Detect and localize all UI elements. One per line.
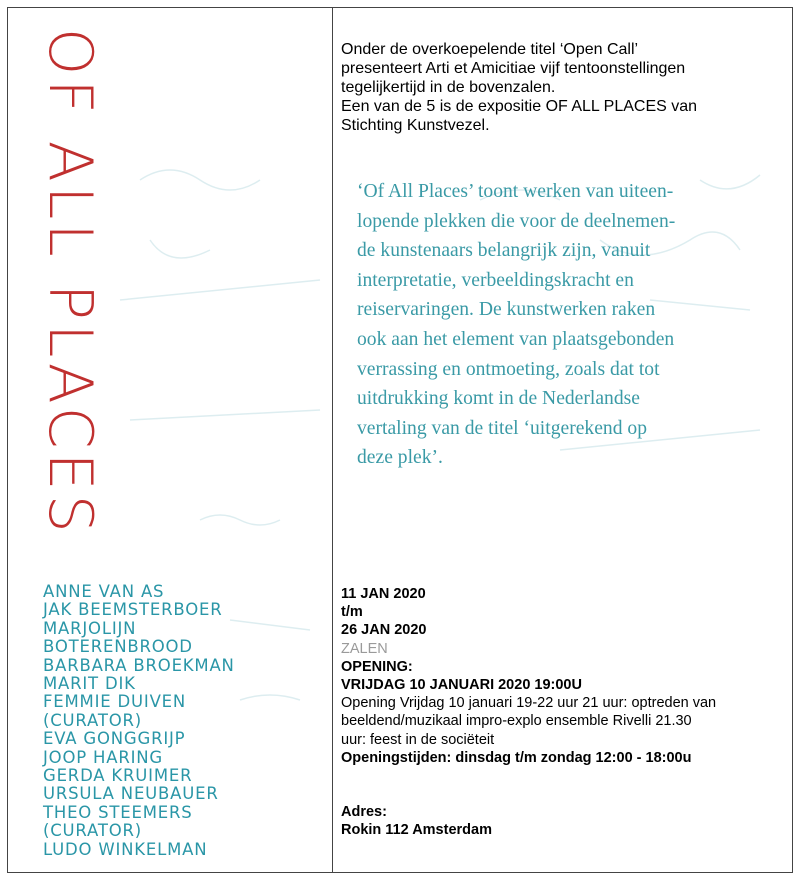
intro-text	[341, 40, 781, 135]
artist-name: GERDA KRUIMER	[43, 766, 193, 786]
vertical-title: OF ALL PLACES	[35, 28, 105, 537]
quote-line: interpretatie, verbeeldingskracht en	[357, 269, 634, 291]
artist-name: EVA GONGGRIJP	[43, 729, 186, 749]
quote-line: ‘Of All Places’ toont werken van uiteen-	[357, 181, 674, 202]
artist-name: MARJOLIJN	[43, 618, 137, 638]
artist-name: BARBARA BROEKMAN	[43, 655, 235, 675]
opening-hours: Openingstijden: dinsdag t/m zondag 12:00 - 18:00u	[341, 749, 692, 766]
artist-name: THEO STEEMERS	[43, 802, 193, 822]
address: Rokin 112 Amsterdam	[341, 822, 492, 839]
date-separator: t/m	[341, 604, 363, 621]
intro-line: Een van de 5 is de expositie OF ALL PLACES van	[341, 98, 698, 115]
quote-line: reiservaringen. De kunstwerken raken	[357, 299, 656, 321]
artist-role: (CURATOR)	[43, 710, 143, 730]
quote-line: verrassing en ontmoeting, zoals dat tot	[357, 358, 660, 380]
event-details	[341, 585, 781, 839]
intro-line: Onder de overkoepelende titel ‘Open Call’	[341, 41, 639, 58]
artist-list	[43, 583, 235, 859]
artist-role: (CURATOR)	[43, 821, 143, 841]
opening-description-line: uur: feest in de sociëteit	[341, 731, 495, 748]
date-end: 26 JAN 2020	[341, 622, 427, 639]
quote-line: lopende plekken die voor de deelnemen-	[357, 210, 676, 232]
opening-datetime: VRIJDAG 10 JANUARI 2020 19:00U	[341, 677, 582, 694]
venue-label: ZALEN	[341, 640, 388, 657]
opening-description-line: Opening Vrijdag 10 januari 19-22 uur 21 uur: optreden van	[341, 695, 717, 712]
artist-name: BOTERENBROOD	[43, 637, 193, 657]
quote-line: de kunstenaars belangrijk zijn, vanuit	[357, 240, 651, 262]
address-label: Adres:	[341, 804, 387, 821]
artist-name: JAK BEEMSTERBOER	[43, 600, 223, 620]
intro-line: tegelijkertijd in de bovenzalen.	[341, 79, 556, 96]
intro-line: presenteert Arti et Amicitiae vijf tentoonstellingen	[341, 60, 686, 77]
date-start: 11 JAN 2020	[341, 586, 426, 602]
artist-name: URSULA NEUBAUER	[43, 784, 219, 804]
artist-name: MARIT DIK	[43, 674, 136, 694]
quote-line: uitdrukking komt in de Nederlandse	[357, 388, 640, 410]
artist-name: LUDO WINKELMAN	[43, 839, 208, 859]
artist-name: ANNE VAN AS	[43, 582, 165, 601]
opening-description-line: beeldend/muzikaal impro-explo ensemble Rivelli 21.30	[341, 713, 692, 730]
quote-block	[357, 177, 737, 473]
spacer	[341, 767, 781, 803]
opening-label: OPENING:	[341, 658, 413, 675]
intro-line: Stichting Kunstvezel.	[341, 117, 490, 134]
quote-line: vertaling van de titel ‘uitgerekend op	[357, 417, 647, 439]
artist-name: FEMMIE DUIVEN	[43, 692, 187, 712]
quote-line: deze plek’.	[357, 447, 443, 469]
quote-line: ook aan het element van plaatsgebonden	[357, 328, 675, 350]
artist-name: JOOP HARING	[43, 747, 163, 767]
column-divider	[332, 7, 333, 873]
